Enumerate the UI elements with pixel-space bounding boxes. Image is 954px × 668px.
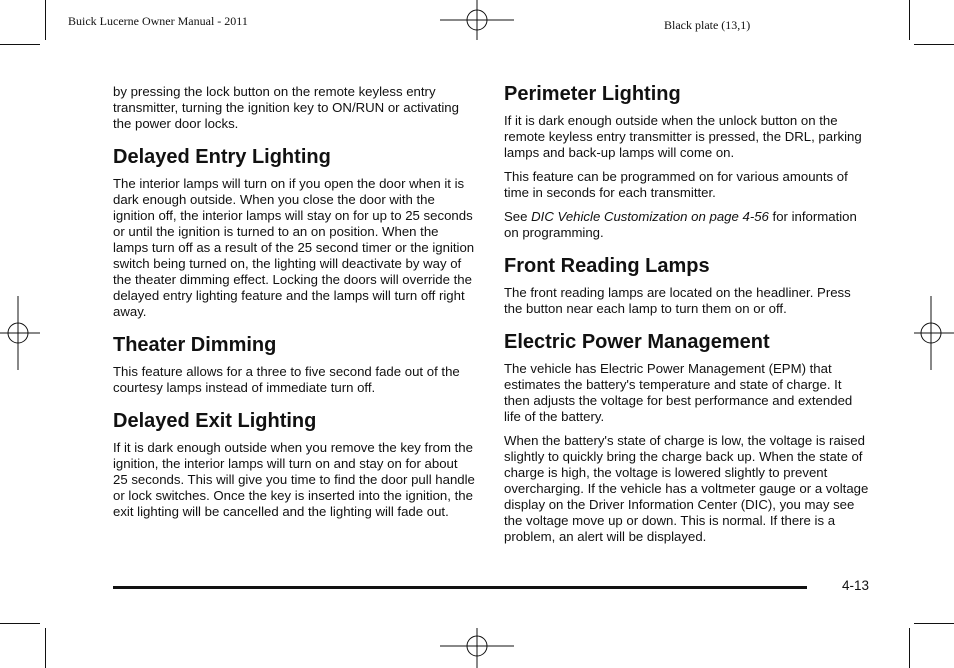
footer-rule	[113, 586, 807, 589]
delayed-entry-body: The interior lamps will turn on if you open the door when it is dark enough outside. When you close the door with the ignition off, the interior lamps will stay on for up to 25 seconds or until the ignition is turned to an on position. When the lamps turn off as a result of the 25 second timer or the ignition switch being turned on, the lighting will deactivate by way of the theater dimming effect. Locking the doors will override the delayed entry lighting feature and the lamps will turn off right away.	[113, 176, 475, 319]
crop-mark-bl-v	[45, 628, 46, 668]
registration-mark-bottom	[440, 628, 514, 668]
registration-mark-right	[914, 296, 954, 370]
delayed-entry-heading: Delayed Entry Lighting	[113, 146, 331, 168]
crop-mark-tl-h	[0, 44, 40, 45]
intro-paragraph: by pressing the lock button on the remote keyless entry transmitter, turning the ignition key to ON/RUN or activating the power door locks.	[113, 84, 459, 131]
crop-mark-tr-v	[909, 0, 910, 40]
left-column	[113, 84, 475, 533]
epm-body-2: When the battery's state of charge is low, the voltage is raised slightly to quickly bring the charge back up. When the state of charge is high, the voltage is lowered slightly to prevent overcharging. If the vehicle has a voltmeter gauge or a voltage display on the Driver Information Center (DIC), you may see the voltage move up or down. This is normal. If there is a problem, an alert will be displayed.	[504, 433, 869, 544]
crop-mark-tr-h	[914, 44, 954, 45]
registration-mark-left	[0, 296, 40, 370]
crop-mark-bl-h	[0, 623, 40, 624]
perimeter-body-1: If it is dark enough outside when the unlock button on the remote keyless entry transmitter is pressed, the DRL, parking lamps and back-up lamps will come on.	[504, 113, 862, 160]
epm-heading: Electric Power Management	[504, 331, 770, 353]
section-front-reading	[504, 254, 870, 317]
delayed-exit-heading: Delayed Exit Lighting	[113, 410, 317, 432]
plate-label: Black plate (13,1)	[664, 18, 751, 32]
section-delayed-entry	[113, 145, 475, 320]
crop-mark-tl-v	[45, 0, 46, 40]
perimeter-heading: Perimeter Lighting	[504, 83, 681, 105]
page-number: 4-13	[842, 578, 870, 593]
perimeter-see-note	[504, 209, 870, 241]
registration-mark-top	[440, 0, 514, 40]
section-epm	[504, 330, 870, 545]
theater-dimming-body: This feature allows for a three to five second fade out of the courtesy lamps instead of immediate turn off.	[113, 364, 460, 395]
delayed-exit-body: If it is dark enough outside when you remove the key from the ignition, the interior lamps will turn on and stay on for about 25 seconds. This will give you time to find the door pull handle or lock switches. Once the key is inserted into the ignition, the exit lighting will be cancelled and the lighting will fade out.	[113, 440, 475, 519]
dic-customization-link[interactable]: DIC Vehicle Customization on page 4-56	[531, 209, 769, 224]
crop-mark-br-v	[909, 628, 910, 668]
section-theater-dimming	[113, 333, 475, 396]
section-delayed-exit	[113, 409, 475, 520]
see-suffix: for information on programming.	[504, 209, 857, 240]
crop-mark-br-h	[914, 623, 954, 624]
section-perimeter	[504, 82, 870, 241]
manual-title: Buick Lucerne Owner Manual - 2011	[68, 14, 248, 28]
right-column	[504, 82, 870, 558]
theater-dimming-heading: Theater Dimming	[113, 334, 277, 356]
front-reading-heading: Front Reading Lamps	[504, 255, 710, 277]
epm-body-1: The vehicle has Electric Power Management (EPM) that estimates the battery's temperature and state of charge. It then adjusts the voltage for best performance and extended life of the battery.	[504, 361, 853, 424]
perimeter-body-2: This feature can be programmed on for various amounts of time in seconds for each transmitter.	[504, 169, 848, 200]
front-reading-body: The front reading lamps are located on the headliner. Press the button near each lamp to turn them on or off.	[504, 285, 851, 316]
see-prefix: See	[504, 209, 532, 224]
